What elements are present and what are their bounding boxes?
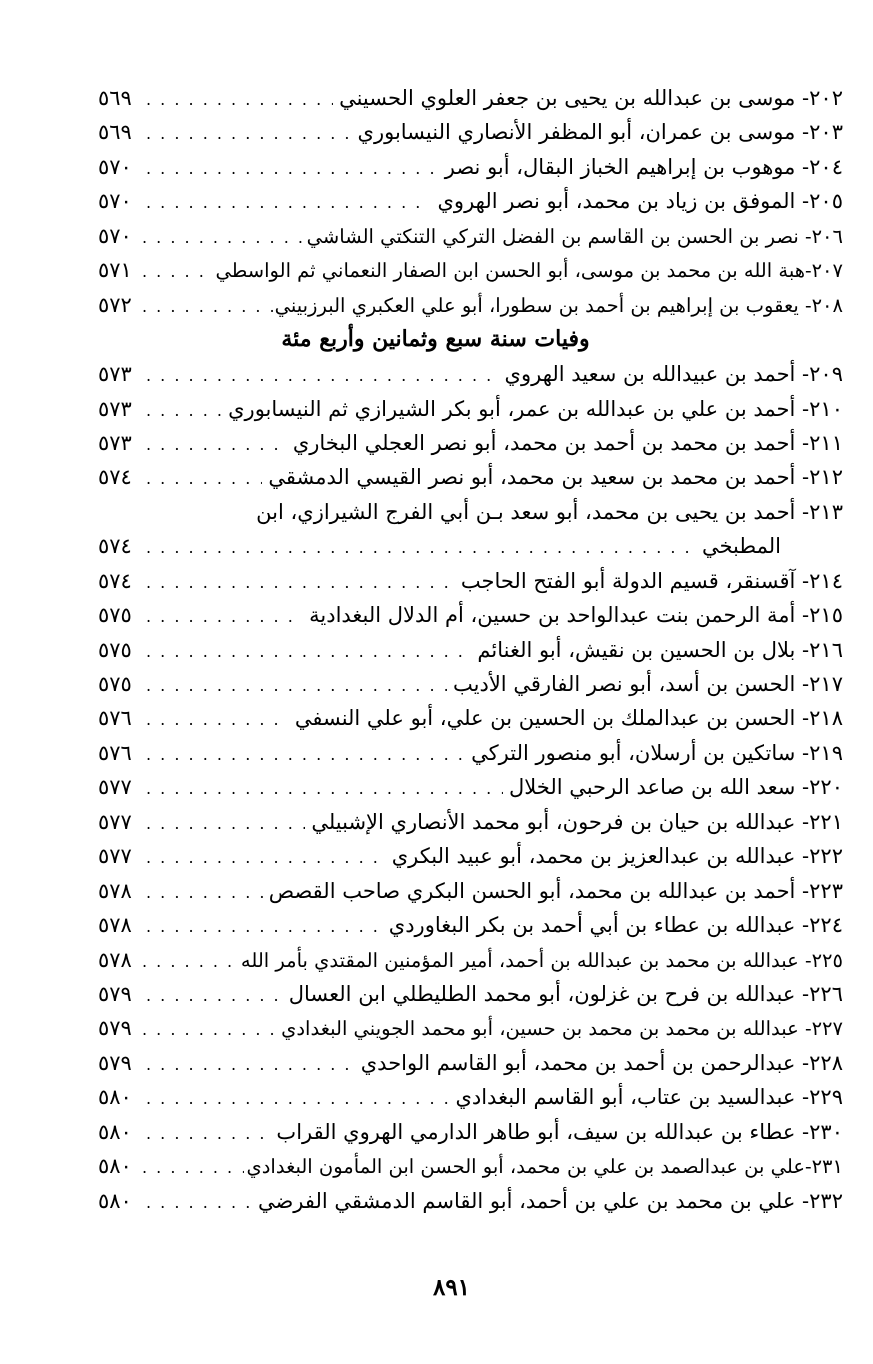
toc-entry xyxy=(98,81,843,115)
toc-entry-continuation xyxy=(98,529,843,563)
toc-entry xyxy=(98,598,843,632)
toc-entry xyxy=(98,943,843,977)
dot-leader xyxy=(146,807,305,841)
toc-entry xyxy=(98,115,843,149)
entry-page: ٥٧٥ xyxy=(98,603,132,628)
toc-entry xyxy=(98,1115,843,1149)
entry-page: ٥٧٠ xyxy=(98,223,132,248)
toc-entry xyxy=(98,667,843,701)
entry-page: ٥٧٩ xyxy=(98,981,132,1006)
dot-leader xyxy=(146,152,439,186)
entry-page: ٥٨٠ xyxy=(98,1188,132,1213)
toc-entry xyxy=(98,219,843,253)
entry-page: ٥٧١ xyxy=(98,258,132,283)
dot-leader xyxy=(146,703,289,737)
dot-leader xyxy=(146,462,262,496)
dot-leader xyxy=(146,531,696,565)
toc-entry xyxy=(98,1011,843,1045)
dot-leader xyxy=(142,1013,279,1047)
entry-page: ٥٨٠ xyxy=(98,1119,132,1144)
entry-title: ٢٢٩- عبدالسيد بن عتاب، أبو القاسم البغدادي xyxy=(455,1085,843,1110)
entry-title: ٢٣٢- علي بن محمد بن علي بن أحمد، أبو القاسم الدمشقي الفرضي xyxy=(257,1188,843,1213)
entry-title: ٢٣١-علي بن عبدالصمد بن علي بن محمد، أبو الحسن ابن المأمون البغدادي xyxy=(246,1155,843,1179)
toc-entry xyxy=(98,392,843,426)
toc-entry xyxy=(98,564,843,598)
toc-entry xyxy=(98,805,843,839)
entry-page: ٥٧٤ xyxy=(98,568,132,593)
entry-page: ٥٧٠ xyxy=(98,189,132,214)
entry-title: ٢٠٦- نصر بن الحسن بن القاسم بن الفضل التركي التنكتي الشاشي xyxy=(306,224,843,248)
entry-title: ٢٠٥- الموفق بن زياد بن محمد، أبو نصر الهروي xyxy=(437,189,843,214)
entry-title: ٢٢٥- عبدالله بن محمد بن عبدالله بن أحمد، أمير المؤمنين المقتدي بأمر الله xyxy=(240,948,843,972)
entry-title: المطبخي xyxy=(702,534,781,559)
entry-title: ٢١٠- أحمد بن علي بن عبدالله بن عمر، أبو بكر الشيرازي ثم النيسابوري xyxy=(228,396,843,421)
entry-page: ٥٧٤ xyxy=(98,534,132,559)
dot-leader xyxy=(146,1082,449,1116)
dot-leader xyxy=(146,979,283,1013)
toc-entry xyxy=(98,184,843,218)
entry-page: ٥٧٩ xyxy=(98,1050,132,1075)
entry-title: ٢١٩- ساتكين بن أرسلان، أبو منصور التركي xyxy=(471,740,843,765)
entry-title: ٢١٥- أمة الرحمن بنت عبدالواحد بن حسين، أم الدلال البغدادية xyxy=(309,603,843,628)
dot-leader xyxy=(142,290,273,324)
entry-title: ٢١١- أحمد بن محمد بن أحمد بن محمد، أبو نصر العجلي البخاري xyxy=(292,430,843,455)
toc-entry xyxy=(98,736,843,770)
entry-page: ٥٧٩ xyxy=(98,1016,132,1041)
entry-title: ٢٠٣- موسى بن عمران، أبو المظفر الأنصاري النيسابوري xyxy=(357,120,843,145)
entry-page: ٥٧٧ xyxy=(98,844,132,869)
entry-page: ٥٦٩ xyxy=(98,120,132,145)
toc-entry xyxy=(98,908,843,942)
entry-title: ٢٠٧-هبة الله بن محمد بن موسى، أبو الحسن ابن الصفار النعماني ثم الواسطي xyxy=(215,259,843,283)
dot-leader xyxy=(146,359,499,393)
entry-title: ٢٢٨- عبدالرحمن بن أحمد بن محمد، أبو القاسم الواحدي xyxy=(360,1050,843,1075)
entry-title: ٢٢٦- عبدالله بن فرح بن غزلون، أبو محمد الطليطلي ابن العسال xyxy=(288,981,843,1006)
entry-page: ٥٧٦ xyxy=(98,706,132,731)
dot-leader xyxy=(146,910,383,944)
section-heading: وفيات سنة سبع وثمانين وأربع مئة xyxy=(281,326,590,353)
toc-entry xyxy=(98,357,843,391)
entry-page: ٥٨٠ xyxy=(98,1085,132,1110)
entry-title: ٢١٦- بلال بن الحسين بن نقيش، أبو الغنائم xyxy=(477,637,843,662)
entry-title: ٢١٨- الحسن بن عبدالملك بن الحسين بن علي، أبو علي النسفي xyxy=(294,706,843,731)
dot-leader xyxy=(146,566,455,600)
entry-page: ٥٧٣ xyxy=(98,362,132,387)
entry-page: ٥٧٠ xyxy=(98,154,132,179)
entry-page: ٥٨٠ xyxy=(98,1154,132,1179)
entry-page: ٥٧٢ xyxy=(98,292,132,317)
dot-leader xyxy=(142,1151,244,1185)
dot-leader xyxy=(146,772,503,806)
table-of-contents xyxy=(98,81,843,1218)
dot-leader xyxy=(142,945,239,979)
toc-entry xyxy=(98,977,843,1011)
entry-title: ٢٢٤- عبدالله بن عطاء بن أبي أحمد بن بكر البغاوردي xyxy=(388,913,843,938)
dot-leader xyxy=(146,117,352,151)
entry-page: ٥٧٦ xyxy=(98,740,132,765)
toc-entry xyxy=(98,770,843,804)
entry-title: ٢١٤- آقسنقر، قسيم الدولة أبو الفتح الحاجب xyxy=(460,568,843,593)
toc-entry xyxy=(98,633,843,667)
dot-leader xyxy=(146,186,431,220)
dot-leader xyxy=(146,394,222,428)
toc-entry xyxy=(98,701,843,735)
dot-leader xyxy=(146,669,447,703)
entry-title: ٢٢٣- أحمد بن عبدالله بن محمد، أبو الحسن البكري صاحب القصص xyxy=(268,878,843,903)
page-number: ٨٩١ xyxy=(432,1274,471,1301)
entry-title: ٢٢١- عبدالله بن حيان بن فرحون، أبو محمد الأنصاري الإشبيلي xyxy=(311,809,843,834)
entry-page: ٥٧٥ xyxy=(98,637,132,662)
entry-title: ٢٢٢- عبدالله بن عبدالعزيز بن محمد، أبو عبيد البكري xyxy=(391,844,843,869)
entry-title: ٢٠٢- موسى بن عبدالله بن يحيى بن جعفر العلوي الحسيني xyxy=(339,86,843,110)
entry-page: ٥٧٧ xyxy=(98,809,132,834)
entry-title: ٢٠٨- يعقوب بن إبراهيم بن أحمد بن سطورا، أبو علي العكبري البرزبيني xyxy=(274,293,843,317)
entry-page: ٥٧٨ xyxy=(98,947,132,972)
dot-leader xyxy=(142,221,305,255)
dot-leader xyxy=(142,255,214,289)
entry-title: ٢٠٤- موهوب بن إبراهيم الخباز البقال، أبو نصر xyxy=(444,154,843,179)
dot-leader xyxy=(146,600,303,634)
toc-entry-first-line: ٢١٣- أحمد بن يحيى بن محمد، أبو سعد بـن أبي الفرج الشيرازي، ابن xyxy=(256,499,843,524)
entry-title: ٢١٧- الحسن بن أسد، أبو نصر الفارقي الأديب xyxy=(453,672,843,696)
entry-page: ٥٧٨ xyxy=(98,878,132,903)
toc-entry xyxy=(98,1046,843,1080)
entry-page: ٥٦٩ xyxy=(98,86,132,110)
toc-entry xyxy=(98,253,843,287)
dot-leader xyxy=(146,876,263,910)
dot-leader xyxy=(146,1186,252,1220)
dot-leader xyxy=(146,1117,270,1151)
dot-leader xyxy=(146,83,333,117)
dot-leader xyxy=(146,738,465,772)
toc-entry xyxy=(98,1184,843,1218)
toc-entry xyxy=(98,288,843,322)
entry-title: ٢١٢- أحمد بن محمد بن سعيد بن محمد، أبو نصر القيسي الدمشقي xyxy=(268,465,843,490)
toc-entry xyxy=(98,460,843,494)
entry-page: ٥٧٣ xyxy=(98,396,132,421)
entry-page: ٥٧٣ xyxy=(98,430,132,455)
toc-entry xyxy=(98,839,843,873)
entry-page: ٥٧٤ xyxy=(98,465,132,490)
toc-entry xyxy=(98,874,843,908)
entry-title: ٢٢٠- سعد الله بن صاعد الرحبي الخلال xyxy=(508,775,843,800)
entry-title: ٢٢٧- عبدالله بن محمد بن محمد بن حسين، أبو محمد الجويني البغدادي xyxy=(281,1017,843,1041)
dot-leader xyxy=(146,841,386,875)
entry-page: ٥٧٨ xyxy=(98,913,132,938)
dot-leader xyxy=(146,428,287,462)
toc-entry xyxy=(98,1149,843,1183)
entry-title: ٢٠٩- أحمد بن عبيدالله بن سعيد الهروي xyxy=(504,362,843,387)
toc-entry xyxy=(98,426,843,460)
toc-entry xyxy=(98,1080,843,1114)
dot-leader xyxy=(146,1048,355,1082)
toc-entry xyxy=(98,150,843,184)
dot-leader xyxy=(146,635,471,669)
entry-page: ٥٧٥ xyxy=(98,672,132,696)
entry-title: ٢٣٠- عطاء بن عبدالله بن سيف، أبو طاهر الدارمي الهروي القراب xyxy=(276,1119,843,1144)
entry-page: ٥٧٧ xyxy=(98,775,132,800)
